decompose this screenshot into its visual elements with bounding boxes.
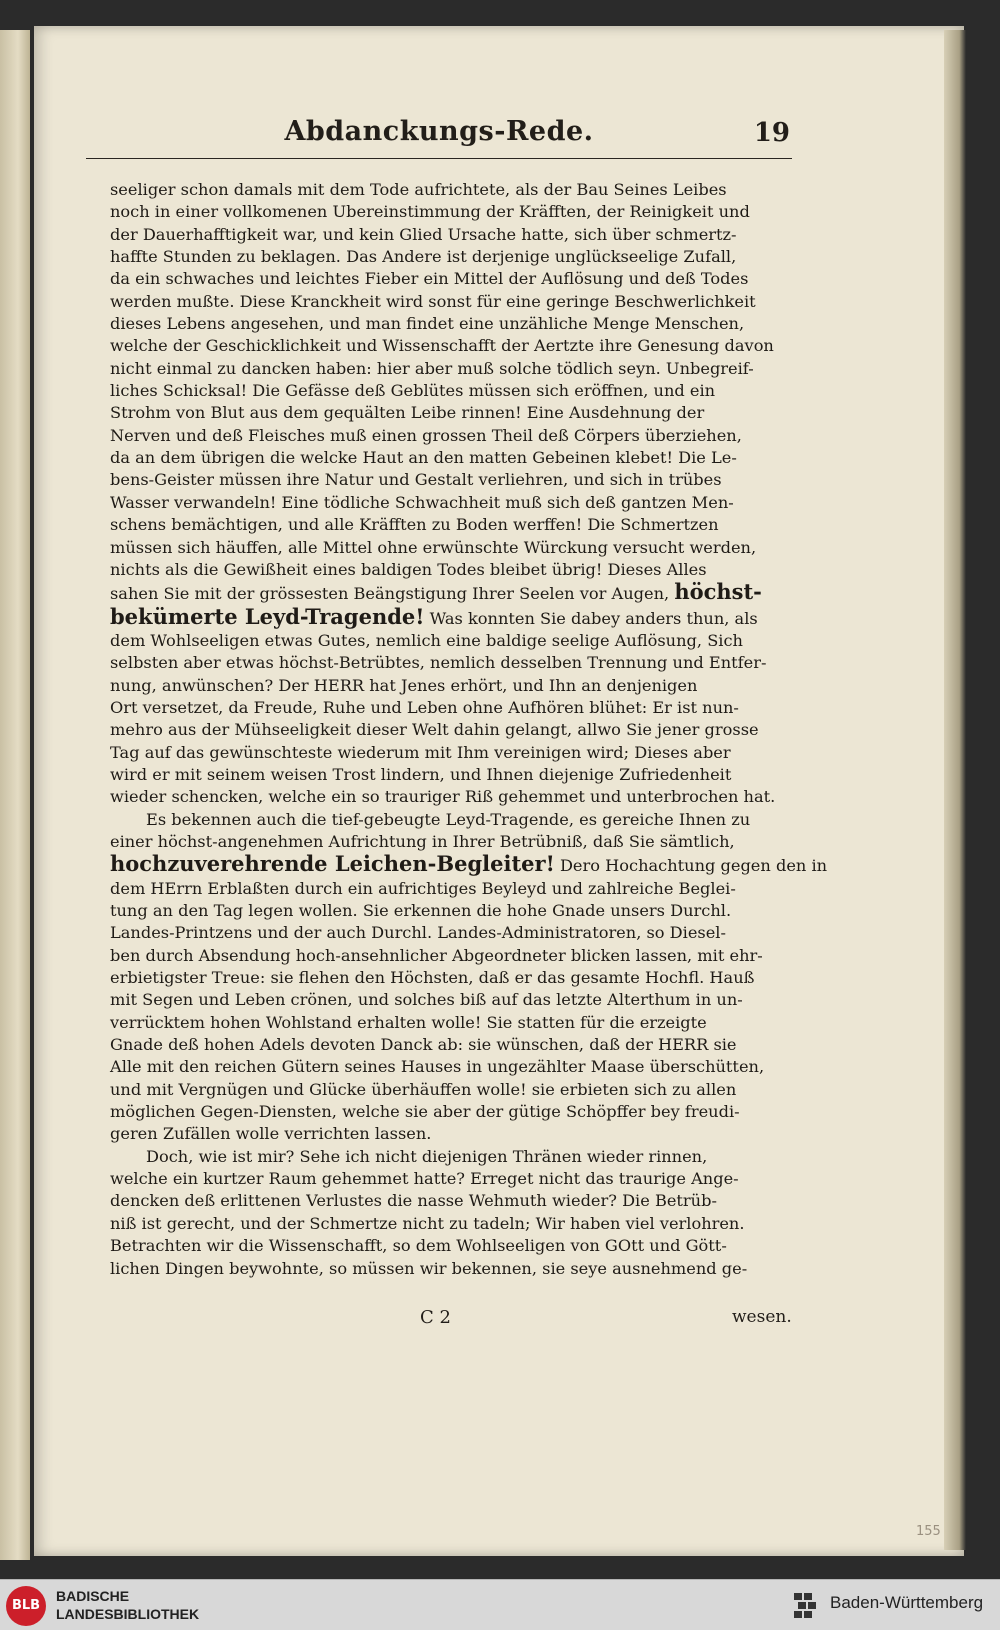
- text-line: wieder schencken, welche ein so trauriger Riß gehemmet und unterbrochen hat.: [110, 787, 776, 807]
- pencil-folio-number: 155: [916, 1524, 941, 1539]
- emphasis-address: bekümerte Leyd-Tragende!: [110, 603, 425, 629]
- page-header: [86, 110, 792, 159]
- text-line: müssen sich häuffen, alle Mittel ohne erwünschte Würckung versucht werden,: [110, 537, 757, 557]
- signature-mark: C 2: [420, 1307, 451, 1328]
- text-line: welche der Geschicklichkeit und Wissenschafft der Aertzte ihre Genesung davon: [110, 336, 774, 356]
- text-line: geren Zufällen wolle verrichten lassen.: [110, 1124, 432, 1144]
- blb-logo-icon[interactable]: BLB: [6, 1586, 46, 1626]
- text-line: Landes-Printzens und der auch Durchl. Landes-Administratoren, so Diesel-: [110, 923, 726, 943]
- text-line: Wasser verwandeln! Eine tödliche Schwachheit muß sich deß gantzen Men-: [110, 492, 734, 512]
- text-line: niß ist gerecht, und der Schmertze nicht zu tadeln; Wir haben viel verlohren.: [110, 1213, 745, 1233]
- library-name-line1: BADISCHE: [56, 1588, 130, 1604]
- emphasis-address: höchst-: [674, 579, 762, 605]
- text-line: nichts als die Gewißheit eines baldigen Todes bleibet übrig! Dieses Alles: [110, 559, 707, 579]
- state-name[interactable]: Baden-Württemberg: [830, 1593, 984, 1612]
- text-line: bens-Geister müssen ihre Natur und Gestalt verliehren, und sich in trübes: [110, 470, 722, 490]
- text-line: werden mußte. Diese Kranckheit wird sonst für eine geringe Beschwerlichkeit: [110, 291, 756, 311]
- page-edge-shadow: [944, 30, 966, 1550]
- text-line: da ein schwaches und leichtes Fieber ein Mittel der Auflösung und deß Todes: [110, 269, 749, 289]
- text-line: tung an den Tag legen wollen. Sie erkennen die hohe Gnade unsers Durchl.: [110, 901, 732, 920]
- text-line: dencken deß erlittenen Verlustes die nasse Wehmuth wieder? Die Betrüb-: [110, 1191, 717, 1211]
- catchword: wesen.: [732, 1307, 792, 1327]
- text-line: dem Wohlseeligen etwas Gutes, nemlich eine baldige seelige Auflösung, Sich: [110, 630, 743, 650]
- text-line: Ort versetzet, da Freude, Ruhe und Leben ohne Aufhören blühet: Er ist nun-: [110, 697, 739, 717]
- text-line: dem HErrn Erblaßten durch ein aufrichtiges Beyleyd und zahlreiche Beglei-: [110, 878, 736, 898]
- text-fragment: Dero Hochachtung gegen den in: [559, 856, 828, 876]
- text-line: möglichen Gegen-Diensten, welche sie aber der gütige Schöpffer bey freudi-: [110, 1102, 740, 1122]
- text-line: mit Segen und Leben crönen, und solches biß auf das letzte Alterthum in un-: [110, 990, 743, 1010]
- text-line: nicht einmal zu dancken haben: hier aber muß solche tödlich seyn. Unbegreif-: [110, 358, 754, 378]
- text-line: [110, 851, 828, 877]
- running-title: Abdanckungs-Rede.: [284, 116, 594, 147]
- previous-page-edge: [0, 30, 30, 1560]
- body-text: [110, 179, 828, 1280]
- text-line: der Dauerhafftigkeit war, und kein Glied Ursache hatte, sich über schmertz-: [110, 224, 737, 244]
- text-line: noch in einer vollkomenen Ubereinstimmung der Kräfften, der Reinigkeit und: [110, 202, 750, 222]
- library-name-line2: LANDESBIBLIOTHEK: [56, 1606, 200, 1622]
- text-line: Nerven und deß Fleisches muß einen grossen Theil deß Cörpers überziehen,: [110, 425, 742, 445]
- text-line: wird er mit seinem weisen Trost lindern, und Ihnen diejenige Zufriedenheit: [110, 764, 732, 784]
- text-line: liches Schicksal! Die Gefässe deß Geblütes müssen sich eröffnen, und ein: [110, 381, 716, 401]
- text-line: welche ein kurtzer Raum gehemmet hatte? Erreget nicht das traurige Ange-: [110, 1169, 739, 1189]
- text-line: Strohm von Blut aus dem gequälten Leibe rinnen! Eine Ausdehnung der: [110, 403, 705, 423]
- text-line: einer höchst-angenehmen Aufrichtung in Ihrer Betrübniß, daß Sie sämtlich,: [110, 831, 735, 851]
- text-line: Tag auf das gewünschteste wiederum mit Ihm vereinigen wird; Dieses aber: [110, 742, 731, 762]
- text-line: Doch, wie ist mir? Sehe ich nicht diejenigen Thränen wieder rinnen,: [146, 1146, 708, 1166]
- text-line: verrücktem hohen Wohlstand erhalten wolle! Sie statten für die erzeigte: [110, 1012, 707, 1032]
- text-fragment: sahen Sie mit der grössesten Beängstigung Ihrer Seelen vor Augen,: [110, 584, 670, 604]
- text-line: erbietigster Treue: sie flehen den Höchsten, daß er das gesamte Hochfl. Hauß: [110, 968, 755, 988]
- text-line: lichen Dingen beywohnte, so müssen wir bekennen, sie seye ausnehmend ge-: [110, 1258, 748, 1278]
- text-line: nung, anwünschen? Der HERR hat Jenes erhört, und Ihn an denjenigen: [110, 675, 698, 695]
- text-line: Gnade deß hohen Adels devoten Danck ab: sie wünschen, daß der HERR sie: [110, 1035, 737, 1055]
- text-line: Alle mit den reichen Gütern seines Hauses in ungezählter Maase überschütten,: [110, 1057, 765, 1077]
- viewer-footer: [0, 1579, 1000, 1630]
- text-line: Es bekennen auch die tief-gebeugte Leyd-Tragende, es gereiche Ihnen zu: [146, 809, 751, 829]
- text-line: selbsten aber etwas höchst-Betrübtes, nemlich desselben Trennung und Entfer-: [110, 653, 767, 673]
- text-line: seeliger schon damals mit dem Tode aufrichtete, als der Bau Seines Leibes: [110, 180, 727, 199]
- text-line: da an dem übrigen die welcke Haut an den matten Gebeinen klebet! Die Le-: [110, 448, 737, 468]
- text-line: [110, 603, 790, 630]
- text-line: ben durch Absendung hoch-ansehnlicher Abgeordneter blicken lassen, mit ehr-: [110, 945, 763, 965]
- text-line: haffte Stunden zu beklagen. Das Andere ist derjenige unglückseelige Zufall,: [110, 247, 737, 267]
- state-lions-icon: [792, 1590, 822, 1620]
- text-line: [110, 581, 790, 605]
- text-line: mehro aus der Mühseeligkeit dieser Welt dahin gelangt, allwo Sie jener grosse: [110, 720, 759, 740]
- text-line: dieses Lebens angesehen, und man findet eine unzähliche Menge Menschen,: [110, 314, 745, 334]
- emphasis-address: hochzuverehrende Leichen-Begleiter!: [110, 851, 555, 877]
- text-line: Betrachten wir die Wissenschafft, so dem Wohlseeligen von GOtt und Gött-: [110, 1236, 727, 1256]
- text-line: schens bemächtigen, und alle Kräfften zu Boden werffen! Die Schmertzen: [110, 515, 719, 535]
- text-fragment: Was konnten Sie dabey anders thun, als: [429, 608, 758, 628]
- library-name[interactable]: [56, 1587, 199, 1623]
- page-number: 19: [753, 118, 790, 148]
- text-line: und mit Vergnügen und Glücke überhäuffen wolle! sie erbieten sich zu allen: [110, 1079, 737, 1099]
